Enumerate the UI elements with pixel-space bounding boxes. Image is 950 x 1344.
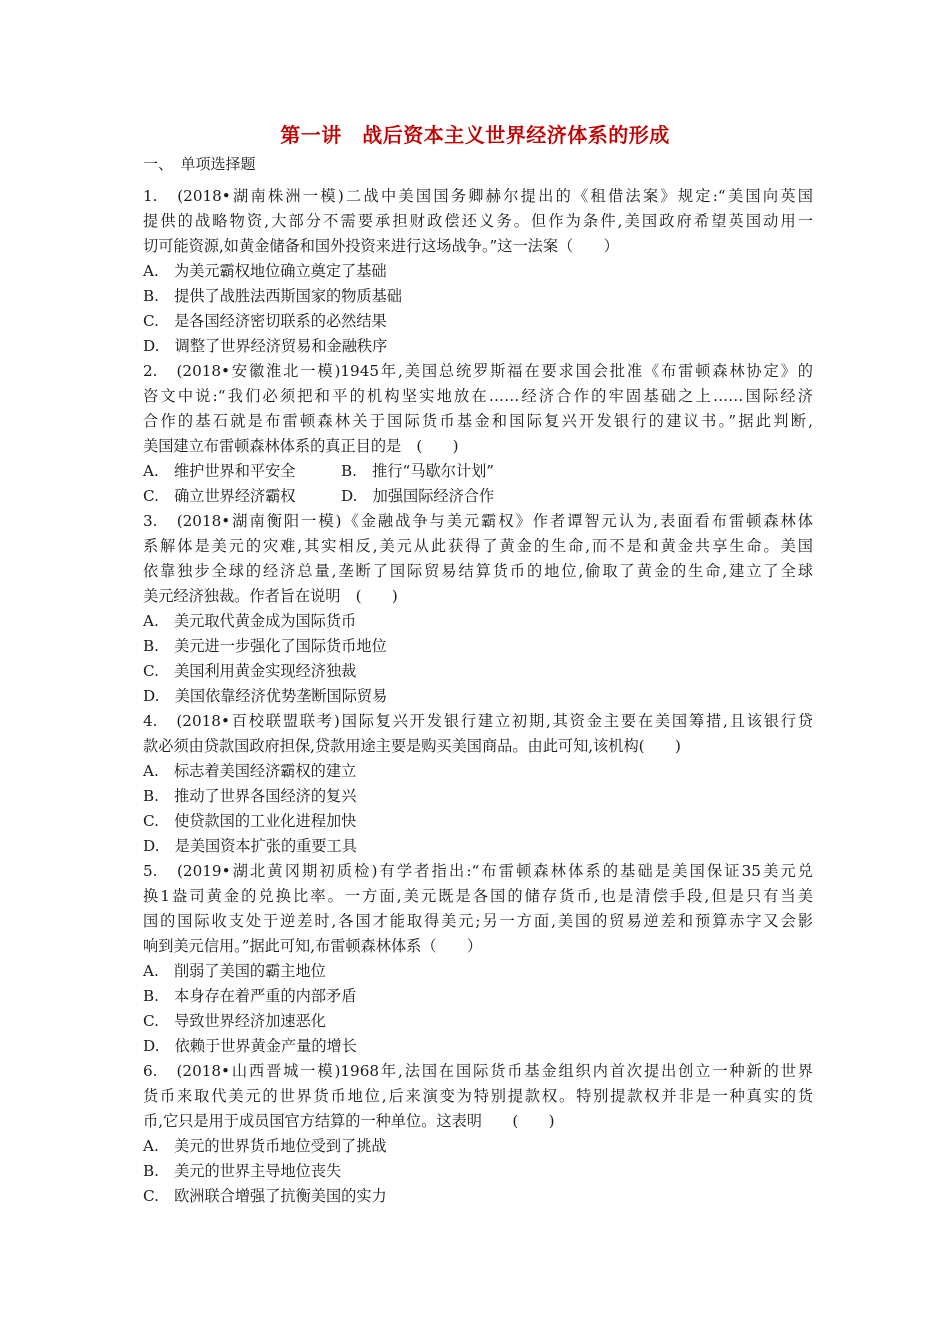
question-3-line-3: 依靠独步全球的经济总量,垄断了国际贸易结算货币的地位,偷取了黄金的生命,建立了全球 bbox=[143, 562, 813, 580]
question-4-option-d: D. 是美国资本扩张的重要工具 bbox=[143, 837, 357, 855]
question-2-line-1: 2. (2018•安徽淮北一模)1945年,美国总统罗斯福在要求国会批准《布雷顿森林协定》的 bbox=[143, 362, 813, 380]
question-4-line-1: 4. (2018•百校联盟联考)国际复兴开发银行建立初期,其资金主要在美国筹措,且该银行贷 bbox=[143, 712, 813, 730]
question-2-option-a: A. 维护世界和平安全 bbox=[143, 462, 296, 480]
question-6-option-a: A. 美元的世界货币地位受到了挑战 bbox=[143, 1137, 387, 1155]
question-6-line-3: 币,它只是用于成员国官方结算的一种单位。这表明 ( ) bbox=[143, 1112, 555, 1130]
question-1-option-d: D. 调整了世界经济贸易和金融秩序 bbox=[143, 337, 388, 355]
question-3-option-c: C. 美国利用黄金实现经济独裁 bbox=[143, 662, 357, 680]
question-2-option-c: C. 确立世界经济霸权 bbox=[143, 487, 296, 505]
question-5-option-a: A. 削弱了美国的霸主地位 bbox=[143, 962, 326, 980]
question-2-option-d: D. 加强国际经济合作 bbox=[341, 487, 495, 505]
question-5-line-2: 换1盎司黄金的兑换比率。一方面,美元既是各国的储存货币,也是清偿手段,但是只有当美 bbox=[143, 887, 813, 905]
question-5-line-1: 5. (2019•湖北黄冈期初质检)有学者指出:“布雷顿森林体系的基础是美国保证35美元兑 bbox=[143, 862, 813, 880]
question-3-option-a: A. 美元取代黄金成为国际货币 bbox=[143, 612, 357, 630]
question-4-line-2: 款必须由贷款国政府担保,贷款用途主要是购买美国商品。由此可知,该机构( ) bbox=[143, 737, 681, 755]
question-2-line-2: 咨文中说:“我们必须把和平的机构坚实地放在……经济合作的牢固基础之上……国际经济 bbox=[143, 387, 813, 405]
question-5-option-b: B. 本身存在着严重的内部矛盾 bbox=[143, 987, 357, 1005]
question-6-line-1: 6. (2018•山西晋城一模)1968年,法国在国际货币基金组织内首次提出创立一种新的世界 bbox=[143, 1062, 813, 1080]
question-5-option-d: D. 依赖于世界黄金产量的增长 bbox=[143, 1037, 357, 1055]
question-1-option-c: C. 是各国经济密切联系的必然结果 bbox=[143, 312, 387, 330]
question-2-option-b: B. 推行“马歇尔计划” bbox=[341, 462, 495, 480]
question-2-options-ab bbox=[143, 461, 813, 481]
question-5-line-3: 国的国际收支处于逆差时,各国才能取得美元;另一方面,美国的贸易逆差和预算赤字又会影 bbox=[143, 912, 813, 930]
question-6-line-2: 货币来取代美元的世界货币地位,后来演变为特别提款权。特别提款权并非是一种真实的货 bbox=[143, 1087, 813, 1105]
question-2-line-3: 合作的基石就是布雷顿森林关于国际货币基金和国际复兴开发银行的建议书。”据此判断, bbox=[143, 412, 813, 430]
question-1-option-a: A. 为美元霸权地位确立奠定了基础 bbox=[143, 262, 387, 280]
section-heading: 一、 单项选择题 bbox=[143, 155, 256, 173]
question-4-option-c: C. 使贷款国的工业化进程加快 bbox=[143, 812, 357, 830]
question-6-option-c: C. 欧洲联合增强了抗衡美国的实力 bbox=[143, 1187, 387, 1205]
question-1-line-2: 提供的战略物资,大部分不需要承担财政偿还义务。但作为条件,美国政府希望英国动用一 bbox=[143, 212, 813, 230]
question-1-line-3: 切可能资源,如黄金储备和国外投资来进行这场战争。”这一法案（ ） bbox=[143, 237, 619, 255]
question-2-line-4: 美国建立布雷顿森林体系的真正目的是 ( ) bbox=[143, 437, 459, 455]
question-1-option-b: B. 提供了战胜法西斯国家的物质基础 bbox=[143, 287, 402, 305]
question-3-option-d: D. 美国依靠经济优势垄断国际贸易 bbox=[143, 687, 388, 705]
question-3-option-b: B. 美元进一步强化了国际货币地位 bbox=[143, 637, 387, 655]
question-1-line-1: 1. (2018•湖南株洲一模)二战中美国国务卿赫尔提出的《租借法案》规定:“美国向英国 bbox=[143, 187, 813, 205]
question-3-line-2: 系解体是美元的灾难,其实相反,美元从此获得了黄金的生命,而不是和黄金共享生命。美国 bbox=[143, 537, 813, 555]
question-6-option-b: B. 美元的世界主导地位丧失 bbox=[143, 1162, 342, 1180]
question-3-line-1: 3. (2018•湖南衡阳一模)《金融战争与美元霸权》作者谭智元认为,表面看布雷顿森林体 bbox=[143, 512, 813, 530]
page-title: 第一讲 战后资本主义世界经济体系的形成 bbox=[280, 123, 670, 147]
question-3-line-4: 美元经济独裁。作者旨在说明 ( ) bbox=[143, 587, 398, 605]
question-5-option-c: C. 导致世界经济加速恶化 bbox=[143, 1012, 326, 1030]
question-2-options-cd bbox=[143, 486, 813, 506]
question-4-option-b: B. 推动了世界各国经济的复兴 bbox=[143, 787, 357, 805]
question-4-option-a: A. 标志着美国经济霸权的建立 bbox=[143, 762, 357, 780]
question-5-line-4: 响到美元信用。”据此可知,布雷顿森林体系（ ） bbox=[143, 937, 483, 955]
